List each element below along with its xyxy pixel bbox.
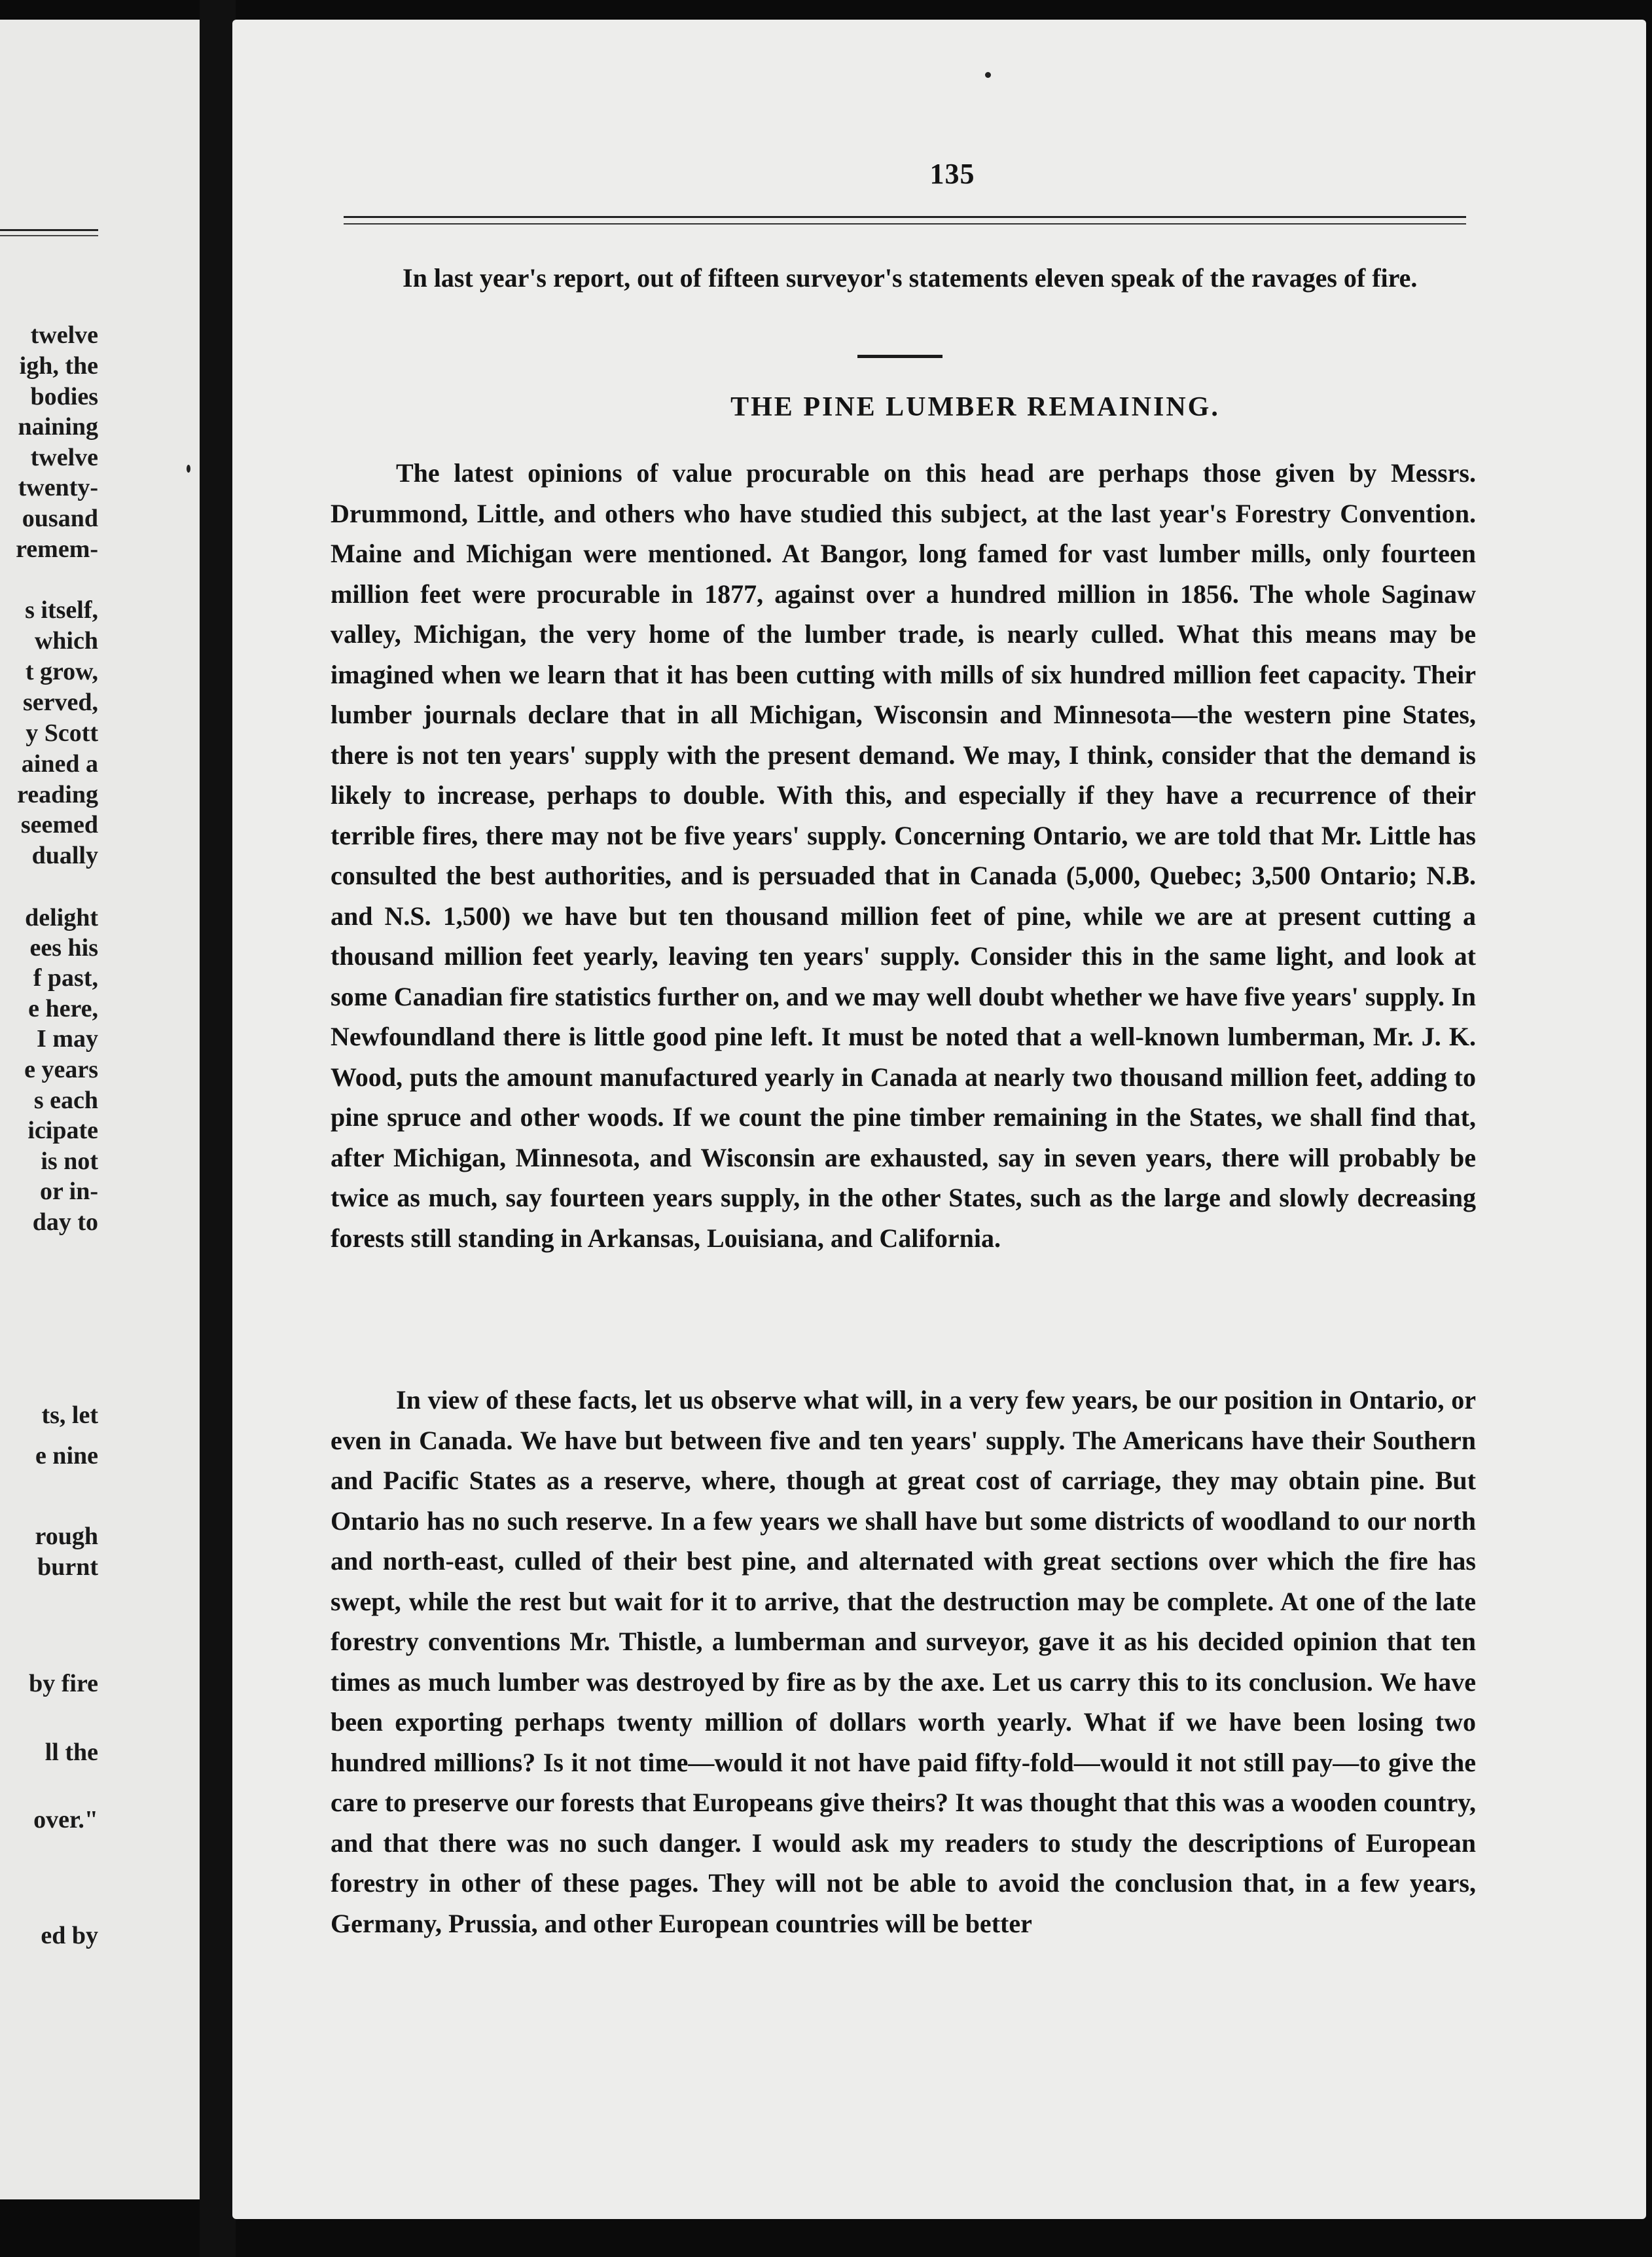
- previous-page-line: I may: [37, 1025, 98, 1053]
- previous-page-line: bodies: [30, 383, 98, 410]
- page: [232, 20, 1646, 2219]
- previous-page-line: igh, the: [19, 352, 98, 380]
- previous-page-line: twelve: [30, 321, 98, 349]
- previous-page-line: twenty-: [18, 474, 98, 501]
- previous-page-line: e years: [24, 1056, 98, 1083]
- previous-page-line: day to: [32, 1208, 98, 1236]
- previous-page-line: ained a: [21, 750, 98, 778]
- previous-page-line: ll the: [45, 1739, 98, 1766]
- previous-page-line: e here,: [28, 995, 98, 1022]
- previous-page-line: t grow,: [25, 658, 98, 685]
- previous-page-fragment: [0, 20, 200, 2199]
- previous-page-line: icipate: [27, 1117, 98, 1144]
- previous-page-line: rough: [35, 1523, 98, 1550]
- page-number: 135: [929, 158, 975, 190]
- section-divider: [857, 355, 943, 358]
- previous-page-line: or in-: [39, 1178, 98, 1205]
- previous-page-line: ousand: [22, 505, 98, 532]
- header-rule: [344, 216, 1466, 225]
- previous-page-line: by fire: [29, 1670, 98, 1697]
- previous-page-line: naining: [18, 413, 98, 441]
- previous-page-line: seemed: [20, 811, 98, 839]
- previous-page-line: s each: [33, 1087, 98, 1114]
- previous-page-line: y Scott: [26, 719, 98, 747]
- previous-page-line: remem-: [16, 535, 98, 563]
- book-gutter: [200, 0, 236, 2257]
- previous-page-line: twelve: [30, 444, 98, 471]
- body-paragraph: In view of these facts, let us observe what will, in a very few years, be our position in Ontario, or even in Canada. We have but between five and ten years' supply. The Americans have their Southern and Pacific States as a reserve, where, though at great cost of carriage, they may obtain pine. But Ontario has no such reserve. In a few years we shall have but some districts of woodland to our north and north-east, culled of their best pine, and alternated with great sections over which the fire has swept, while the rest but wait for it to arrive, that the destruction may be complete. At one of the late forestry conventions Mr. Thistle, a lumberman and surveyor, gave it as his decided opinion that ten times as much lumber was destroyed by fire as by the axe. Let us carry this to its conclusion. We have been exporting perhaps twenty million of dollars worth yearly. What if we have been losing two hundred millions? Is it not time—would it not have paid fifty-fold—would it not still pay—to give the care to preserve our forests that Europeans give theirs? It was thought that this was a wooden country, and that there was no such danger. I would ask my readers to study the descriptions of European forestry in other of these pages. They will not be able to avoid the conclusion that, in a few years, Germany, Prussia, and other European countries will be better: [331, 1385, 1476, 1938]
- previous-page-line: over.": [33, 1806, 98, 1833]
- previous-page-line: reading: [17, 781, 98, 808]
- previous-page-line: which: [34, 627, 98, 655]
- previous-page-line: f past,: [33, 964, 98, 992]
- previous-page-line: ts, let: [41, 1401, 98, 1429]
- previous-page-line: burnt: [37, 1553, 98, 1581]
- previous-page-line: ees his: [29, 934, 98, 962]
- intro-paragraph: In last year's report, out of fifteen surveyor's statements eleven speak of the ravages of fire.: [403, 263, 1418, 293]
- previous-page-line: served,: [22, 689, 98, 716]
- previous-page-line: delight: [25, 904, 98, 931]
- previous-page-text-column: [0, 20, 200, 2199]
- body-paragraph: The latest opinions of value procurable on this head are perhaps those given by Messrs. Drummond, Little, and others who have studied this subject, at the last year's Forestry Convention. Maine and Michigan were mentioned. At Bangor, long famed for vast lumber mills, only fourteen million feet were procurable in 1877, against over a hundred million in 1856. The whole Saginaw valley, Michigan, the very home of the lumber trade, is nearly culled. What this means may be imagined when we learn that it has been cutting with mills of six hundred million feet capacity. Their lumber journals declare that in all Michigan, Wisconsin and Minnesota—the western pine States, there is not ten years' supply with the present demand. We may, I think, consider that the demand is likely to increase, perhaps to double. With this, and especially if they have a recurrence of their terrible fires, there may not be five years' supply. Concerning Ontario, we are told that Mr. Little has consulted the best authorities, and is persuaded that in Canada (5,000, Quebec; 3,500 Ontario; N.B. and N.S. 1,500) we have but ten thousand million feet of pine, while we are at present cutting a thousand million feet yearly, leaving ten years' supply. Consider this in the same light, and look at some Canadian fire statistics further on, and we may well doubt whether we have five years' supply. In Newfoundland there is little good pine left. It must be noted that a well-known lumberman, Mr. J. K. Wood, puts the amount manufactured yearly in Canada at nearly two thousand million feet, adding to pine spruce and other woods. If we count the pine timber remaining in the States, we shall find that, after Michigan, Minnesota, and Wisconsin are exhausted, say in seven years, there will probably be twice as much, say fourteen years supply, in the other States, such as the large and slowly decreasing forests still standing in Arkansas, Louisiana, and California.: [331, 458, 1476, 1253]
- ink-speck: [187, 465, 190, 473]
- ink-speck: [985, 72, 991, 78]
- section-heading: THE PINE LUMBER REMAINING.: [730, 392, 1220, 422]
- previous-page-line: e nine: [35, 1442, 98, 1470]
- previous-page-line: is not: [41, 1147, 98, 1175]
- previous-page-line: ed by: [41, 1922, 98, 1949]
- previous-page-line: s itself,: [25, 596, 98, 624]
- previous-page-line: dually: [31, 842, 98, 869]
